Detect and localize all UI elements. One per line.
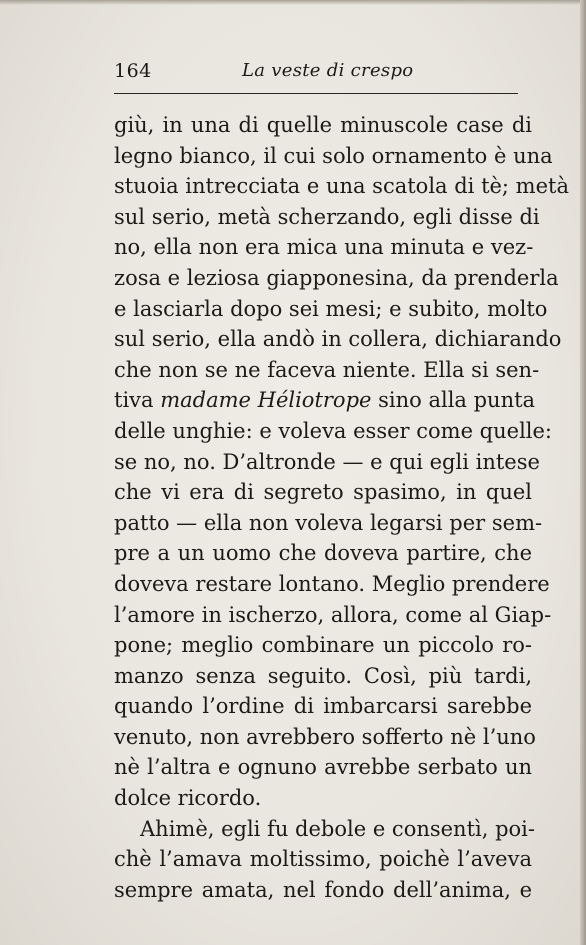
- page-number: 164: [114, 60, 152, 82]
- text-line: pone; meglio combinare un piccolo ro-: [114, 633, 532, 658]
- text-line: no, ella non era mica una minuta e vez-: [114, 235, 534, 260]
- text-line: sul serio, metà scherzando, egli disse di: [114, 204, 540, 229]
- text-line: manzo senza seguito. Così, più tardi,: [114, 663, 532, 688]
- text-line: doveva restare lontano. Meglio prendere: [114, 571, 550, 596]
- text-line: sul serio, ella andò in collera, dichiarando: [114, 327, 562, 352]
- text-line: se no, no. D’altronde — e qui egli intese: [114, 449, 540, 474]
- page-top-edge: [0, 0, 586, 5]
- text-line: nè l’altra e ognuno avrebbe serbato un: [114, 755, 532, 780]
- text-line: venuto, non avrebbero sofferto nè l’uno: [114, 724, 536, 749]
- text-line: che non se ne faceva niente. Ella si sen-: [114, 357, 540, 382]
- text-line: l’amore in ischerzo, allora, come al Giap-: [114, 602, 552, 627]
- page-right-edge: [580, 0, 586, 945]
- text-line: delle unghie: e voleva esser come quelle:: [114, 418, 553, 443]
- text-fragment: sino alla punta: [371, 388, 536, 413]
- text-line: pre a un uomo che doveva partire, che: [114, 541, 532, 566]
- header-rule: [114, 93, 518, 94]
- italic-name: madame Héliotrope: [160, 388, 372, 413]
- text-line: chè l’amava moltissimo, poichè l’aveva: [114, 847, 532, 872]
- text-fragment: tiva: [114, 388, 161, 413]
- text-line-italic-phrase: [114, 385, 536, 416]
- body-text: [114, 110, 569, 905]
- text-line: giù, in una di quelle minuscole case di: [114, 113, 532, 137]
- text-line: patto — ella non voleva legarsi per sem-: [114, 510, 543, 535]
- text-line-paragraph-end: dolce ricordo.: [114, 786, 262, 811]
- text-line: sempre amata, nel fondo dell’anima, e: [114, 877, 532, 902]
- text-line: che vi era di segreto spasimo, in quel: [114, 480, 532, 505]
- text-line-paragraph-start: Ahimè, egli fu debole e consentì, poi-: [140, 816, 535, 841]
- text-line: e lasciarla dopo sei mesi; e subito, molto: [114, 296, 548, 321]
- text-line: stuoia intrecciata e una scatola di tè; metà: [114, 174, 569, 199]
- running-title: La veste di crespo: [242, 60, 414, 81]
- text-line: legno bianco, il cui solo ornamento è una: [114, 143, 553, 168]
- page-header: [114, 60, 518, 84]
- text-line: quando l’ordine di imbarcarsi sarebbe: [114, 694, 532, 719]
- text-line: zosa e leziosa giapponesina, da prenderla: [114, 265, 559, 290]
